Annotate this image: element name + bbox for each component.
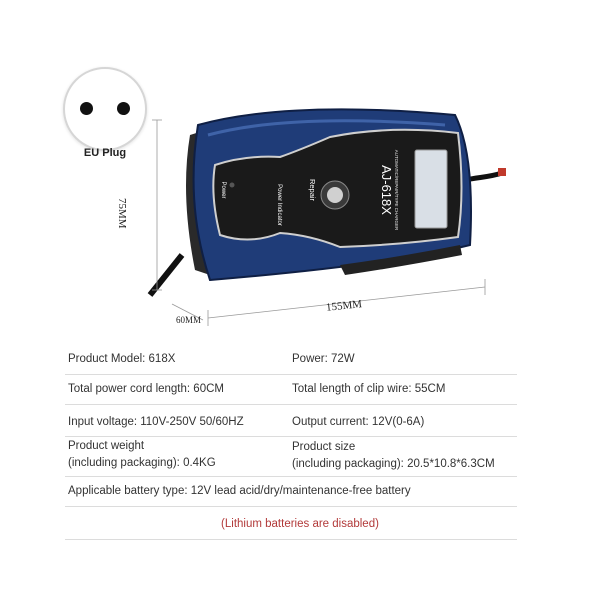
spec-weight-line1: Product weight: [68, 440, 145, 452]
height-dimension-label: 75MM: [116, 198, 128, 229]
device-power-label: Power: [220, 181, 226, 199]
spec-power: Power: 72W: [292, 353, 355, 365]
spec-clip-wire: Total length of clip wire: 55CM: [292, 383, 446, 395]
spec-cord-length: Total power cord length: 60CM: [68, 383, 224, 395]
divider: [65, 476, 517, 477]
depth-dimension-label: 60MM: [176, 315, 202, 325]
device-model-text: AJ-618X: [379, 165, 394, 215]
divider: [65, 539, 517, 540]
spec-model: Product Model: 618X: [68, 353, 176, 365]
spec-size-line2: (including packaging): 20.5*10.8*6.3CM: [292, 458, 495, 470]
device-header-text: AUTOMATIC/REPAIR/TYPE CHARGER: [394, 149, 399, 231]
lithium-warning: (Lithium batteries are disabled): [221, 518, 379, 530]
device-repair-label: Repair: [308, 178, 317, 202]
spec-input-voltage: Input voltage: 110V-250V 50/60HZ: [68, 416, 244, 428]
length-dimension-label: 155MM: [325, 298, 363, 314]
divider: [65, 404, 517, 405]
divider: [65, 506, 517, 507]
device-power-indicator-label: Power Indicator: [276, 184, 282, 226]
plug-label: EU Plug: [83, 147, 127, 159]
spec-battery-type: Applicable battery type: 12V lead acid/dry/maintenance-free battery: [68, 485, 411, 497]
spec-size-line1: Product size: [292, 441, 356, 453]
divider: [65, 374, 517, 375]
spec-output-current: Output current: 12V(0-6A): [292, 416, 425, 428]
spec-weight-line2: (including packaging): 0.4KG: [68, 457, 216, 469]
divider: [65, 436, 517, 437]
